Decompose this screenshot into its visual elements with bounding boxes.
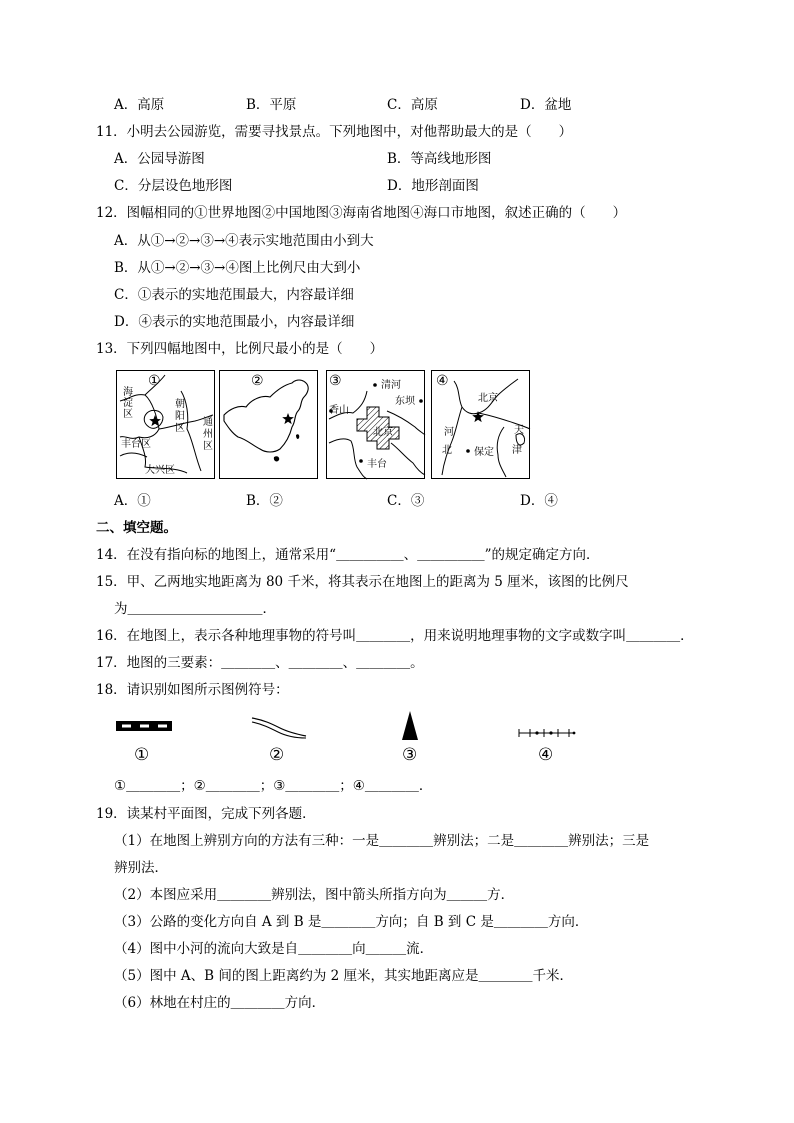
q19-part: （2）本图应采用＿＿＿＿辨别法，图中箭头所指方向为＿＿＿方． xyxy=(114,887,515,903)
q16-text: 16．在地图上，表示各种地理事物的符号叫＿＿＿＿，用来说明地理事物的文字或数字叫＿＿＿＿． xyxy=(96,628,694,644)
q11-option-d: D．地形剖面图 xyxy=(387,178,479,194)
q15-text-line2: 为＿＿＿＿＿＿＿＿＿＿． xyxy=(114,601,276,617)
map-4-label: 天 xyxy=(514,425,524,436)
map-1-label: 丰台区 xyxy=(121,439,151,450)
q13-option-b: B．② xyxy=(246,493,283,509)
q10-option-a: A．高原 xyxy=(114,97,165,113)
q12-option-d: D．④表示的实地范围最小，内容最详细 xyxy=(114,314,355,330)
symbol-number-1: ① xyxy=(134,745,150,765)
map-1-label: 区 xyxy=(123,409,133,420)
map-1-label: 区 xyxy=(203,441,213,452)
map-1-label: 州 xyxy=(203,429,213,440)
q17-text: 17．地图的三要素：＿＿＿＿、＿＿＿＿、＿＿＿＿。 xyxy=(96,655,424,671)
q14-text: 14．在没有指向标的地图上，通常采用“＿＿＿＿＿、＿＿＿＿＿”的规定确定方向． xyxy=(96,547,600,563)
railway-symbol xyxy=(116,721,172,733)
q11-option-b: B．等高线地形图 xyxy=(387,151,492,167)
map-1-number: ① xyxy=(148,373,161,389)
map-3-label: 丰台 xyxy=(367,459,387,470)
q19-stem: 19．读某村平面图，完成下列各题． xyxy=(96,806,316,822)
boundary-symbol xyxy=(517,728,577,738)
q11-option-a: A．公园导游图 xyxy=(114,151,205,167)
symbol-number-3: ③ xyxy=(402,745,418,765)
q15-text-line1: 15．甲、乙两地实地距离为 80 千米，将其表示在地图上的距离为 5 厘米，该图的比例尺 xyxy=(96,574,629,590)
q12-option-b: B．从①→②→③→④图上比例尺由大到小 xyxy=(114,260,361,276)
symbol-number-2: ② xyxy=(269,745,285,765)
map-3-label: 东坝 xyxy=(395,396,415,407)
q13-stem: 13．下列四幅地图中，比例尺最小的是（ ） xyxy=(96,341,384,357)
map-4-label: 河 xyxy=(444,427,454,438)
map-4-beijing-region xyxy=(431,370,530,479)
mountain-peak-symbol xyxy=(400,711,420,741)
q13-option-a: A．① xyxy=(114,493,151,509)
map-3-label: 北京 xyxy=(373,427,393,438)
q19-part: （3）公路的变化方向自 A 到 B 是＿＿＿＿方向；自 B 到 C 是＿＿＿＿方向． xyxy=(114,914,589,930)
map-3-label: 香山 xyxy=(329,405,349,416)
q19-part: （5）图中 A、B 间的图上距离约为 2 厘米，其实地距离应是＿＿＿＿千米． xyxy=(114,968,574,984)
q19-part: （6）林地在村庄的＿＿＿＿方向． xyxy=(114,995,326,1011)
q12-option-c: C．①表示的实地范围最大，内容最详细 xyxy=(114,287,354,303)
q12-stem: 12．图幅相同的①世界地图②中国地图③海南省地图④海口市地图，叙述正确的（ ） xyxy=(96,205,627,221)
map-4-label: 保定 xyxy=(474,447,494,458)
map-4-label: 北 xyxy=(442,445,452,456)
q11-option-c: C．分层设色地形图 xyxy=(114,178,233,194)
map-1-label: 海 xyxy=(123,387,133,398)
symbol-number-4: ④ xyxy=(538,745,554,765)
q19-part: （1）在地图上辨别方向的方法有三种：一是＿＿＿＿辨别法；二是＿＿＿＿辨别法；三是 xyxy=(114,833,650,849)
map-2-china xyxy=(219,370,318,479)
q10-option-b: B．平原 xyxy=(246,97,297,113)
map-4-label: 北京 xyxy=(478,393,498,404)
map-2-number: ② xyxy=(251,373,264,389)
section-heading: 二、填空题。 xyxy=(96,520,177,536)
river-symbol xyxy=(250,714,310,740)
q10-option-d: D．盆地 xyxy=(520,97,572,113)
q11-stem: 11．小明去公园游览，需要寻找景点。下列地图中，对他帮助最大的是（ ） xyxy=(96,124,573,140)
q13-option-c: C．③ xyxy=(387,493,425,509)
map-1-beijing-districts xyxy=(116,370,215,479)
map-1-label: 大兴区 xyxy=(145,465,175,476)
q12-option-a: A．从①→②→③→④表示实地范围由小到大 xyxy=(114,233,374,249)
map-3-label: 清河 xyxy=(381,380,401,391)
q19-part: 辨别法． xyxy=(114,860,168,876)
map-3-number: ③ xyxy=(329,373,342,389)
q19-part: （4）图中小河的流向大致是自＿＿＿＿向＿＿＿流． xyxy=(114,941,434,957)
map-2-lines xyxy=(220,371,319,480)
q18-stem: 18．请识别如图所示图例符号： xyxy=(96,682,289,698)
map-4-label: 津 xyxy=(512,445,522,456)
q10-option-c: C．高原 xyxy=(387,97,438,113)
map-4-number: ④ xyxy=(436,373,449,389)
map-1-label: 区 xyxy=(175,423,185,434)
q18-answer-line: ①＿＿＿＿；②＿＿＿＿；③＿＿＿＿；④＿＿＿＿． xyxy=(114,778,433,794)
map-1-label: 阳 xyxy=(175,411,185,422)
map-3-beijing-city xyxy=(326,370,425,479)
q13-option-d: D．④ xyxy=(520,493,558,509)
map-1-label: 淀 xyxy=(123,398,133,409)
map-1-label: 通 xyxy=(203,417,213,428)
map-1-label: 朝 xyxy=(175,399,185,410)
